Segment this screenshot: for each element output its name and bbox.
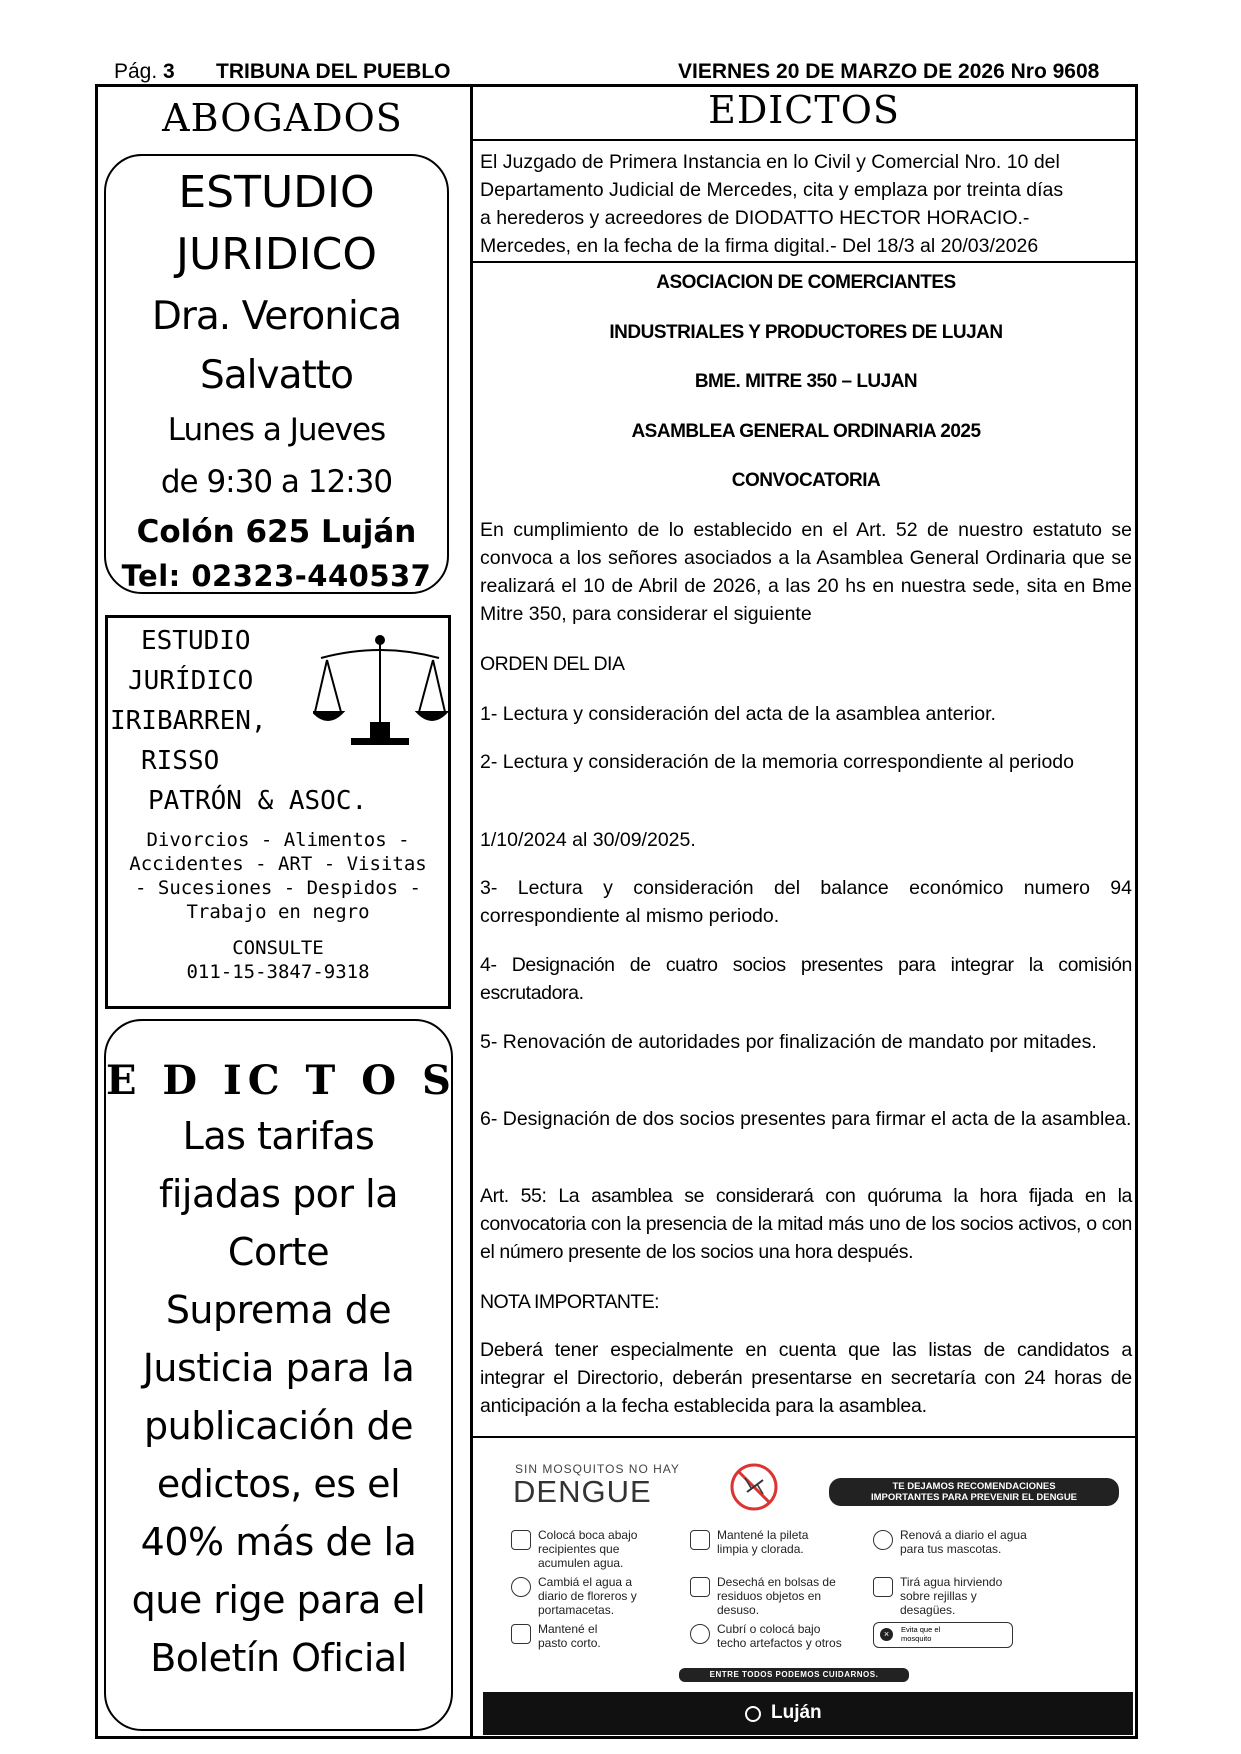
edictos-title: EDICTOS bbox=[708, 88, 900, 132]
rule bbox=[473, 139, 1138, 141]
dengue-kicker: SIN MOSQUITOS NO HAY bbox=[515, 1462, 680, 1476]
edicto-line: Mercedes, en la fecha de la firma digital.- Del 18/3 al 20/03/2026 bbox=[480, 235, 1039, 257]
edicto-diodatto bbox=[480, 148, 1132, 260]
nota-text: Deberá tener especialmente en cuenta que las listas de candidatos a integrar el Directorio, deberán presentarse en secretaría con 24 horas de anticipación a la fecha establecida para la asamblea. bbox=[480, 1339, 1132, 1417]
asoc-heading: ASOCIACION DE COMERCIANTES bbox=[656, 272, 956, 293]
ad3-line: fijadas por la bbox=[159, 1172, 398, 1216]
asoc-heading: INDUSTRIALES Y PRODUCTORES DE LUJAN bbox=[609, 322, 1003, 343]
ad3-line: Las tarifas bbox=[182, 1114, 375, 1158]
lawnmower-icon bbox=[511, 1624, 531, 1644]
tire-icon bbox=[690, 1624, 710, 1644]
dengue-tip: Mantené el pasto corto. bbox=[538, 1622, 601, 1650]
service-line: Divorcios - Alimentos - bbox=[146, 829, 410, 851]
lujan-logo-icon bbox=[745, 1706, 761, 1722]
ad1-line: Dra. Veronica bbox=[151, 294, 402, 339]
dengue-tip: Renová a diario el agua para tus mascotas. bbox=[900, 1528, 1027, 1556]
no-mosquito-icon bbox=[729, 1462, 779, 1512]
faucet-icon bbox=[873, 1577, 893, 1597]
ad3-line: Corte bbox=[227, 1230, 330, 1274]
service-line: Trabajo en negro bbox=[186, 901, 370, 923]
trash-bag-icon bbox=[690, 1577, 710, 1597]
orden-item-1: 1- Lectura y consideración del acta de la asamblea anterior. bbox=[480, 703, 996, 725]
dengue-tip: Tirá agua hirviendo sobre rejillas y desagües. bbox=[900, 1575, 1003, 1617]
ad2-line: ESTUDIO bbox=[141, 626, 251, 656]
rule bbox=[473, 261, 1138, 263]
column-divider bbox=[470, 84, 473, 1739]
ad2-line: IRIBARREN, bbox=[110, 706, 267, 736]
mosquito-warning-box bbox=[873, 1622, 1013, 1648]
ad3-line: que rige para el bbox=[131, 1578, 426, 1622]
dengue-ad bbox=[483, 1452, 1133, 1735]
dengue-tip: Evita que el mosquito bbox=[901, 1625, 941, 1643]
abogados-title: ABOGADOS bbox=[162, 96, 403, 140]
bucket-icon bbox=[511, 1530, 531, 1550]
issue-date: VIERNES 20 DE MARZO DE 2026 Nro 9608 bbox=[678, 60, 1100, 83]
dengue-brand-bar bbox=[483, 1692, 1133, 1735]
ad3-line: publicación de bbox=[144, 1404, 413, 1448]
service-line: - Sucesiones - Despidos - bbox=[135, 877, 421, 899]
ad1-line: Lunes a Jueves bbox=[167, 412, 386, 448]
orden-item-4: 4- Designación de cuatro socios presentes para integrar la comisión escrutadora. bbox=[480, 954, 1132, 1004]
orden-label: ORDEN DEL DIA bbox=[480, 653, 625, 675]
dengue-tip: Desechá en bolsas de residuos objetos en desuso. bbox=[717, 1575, 836, 1617]
asoc-heading: ASAMBLEA GENERAL ORDINARIA 2025 bbox=[631, 421, 981, 442]
ad2-line: RISSO bbox=[141, 746, 220, 776]
rule bbox=[473, 1436, 1138, 1438]
edicto-line: El Juzgado de Primera Instancia en lo Civil y Comercial Nro. 10 del bbox=[480, 151, 1060, 173]
ad2-line: PATRÓN & ASOC. bbox=[148, 786, 368, 816]
ad1-line: de 9:30 a 12:30 bbox=[160, 464, 393, 500]
pet-bowl-icon bbox=[873, 1530, 893, 1550]
art-55: Art. 55: La asamblea se considerará con quóruma la hora fijada en la convocatoria con la presencia de la mitad más uno de los socios activos, o con el número presente de los socios una hora después. bbox=[480, 1185, 1132, 1263]
pool-icon bbox=[690, 1530, 710, 1550]
edictos-ad-title: E D IC T O S bbox=[106, 1057, 457, 1104]
dengue-tip: Colocá boca abajo recipientes que acumulen agua. bbox=[538, 1528, 638, 1570]
ad1-line: Colón 625 Luján bbox=[136, 514, 417, 550]
ad2-line: JURÍDICO bbox=[128, 666, 254, 696]
scales-of-justice-icon bbox=[313, 630, 448, 755]
ad2-services bbox=[108, 828, 448, 984]
edicto-line: Departamento Judicial de Mercedes, cita y emplaza por treinta días bbox=[480, 179, 1064, 201]
ad3-line: Boletín Oficial bbox=[150, 1636, 407, 1680]
asoc-intro: En cumplimiento de lo establecido en el Art. 52 de nuestro estatuto se convoca a los señores asociados a la Asamblea General Ordinaria que se realizará el 10 de Abril de 2026, a las 20 hs en nuestra sede, sita en Bme Mitre 350, para considerar el siguiente bbox=[480, 519, 1132, 625]
nota-label: NOTA IMPORTANTE: bbox=[480, 1291, 659, 1313]
ad3-line: Suprema de bbox=[165, 1288, 392, 1332]
newspaper-name: TRIBUNA DEL PUEBLO bbox=[216, 60, 451, 83]
orden-item-6: 6- Designación de dos socios presentes para firmar el acta de la asamblea. bbox=[480, 1108, 1132, 1130]
consult-label: CONSULTE bbox=[232, 937, 324, 959]
ad-edictos-tarifas bbox=[104, 1019, 457, 1731]
ad3-line: 40% más de la bbox=[140, 1520, 417, 1564]
lujan-brand: Luján bbox=[771, 1702, 822, 1723]
ad1-line: Salvatto bbox=[200, 353, 353, 398]
dengue-banner: TE DEJAMOS RECOMENDACIONES IMPORTANTES PARA PREVENIR EL DENGUE bbox=[829, 1478, 1119, 1506]
page-number: 3 bbox=[163, 60, 175, 83]
orden-period: 1/10/2024 al 30/09/2025. bbox=[480, 829, 696, 851]
dengue-footer-strip: ENTRE TODOS PODEMOS CUIDARNOS. bbox=[679, 1668, 909, 1682]
dengue-tip: Cambiá el agua a diario de floreros y portamacetas. bbox=[538, 1575, 637, 1617]
close-icon: × bbox=[880, 1628, 893, 1641]
asoc-heading: BME. MITRE 350 – LUJAN bbox=[694, 371, 918, 392]
orden-item-5: 5- Renovación de autoridades por finalización de mandato por mitades. bbox=[480, 1031, 1097, 1053]
ad3-line: edictos, es el bbox=[156, 1462, 401, 1506]
ad1-line: JURIDICO bbox=[176, 229, 377, 280]
ad2-phone: 011-15-3847-9318 bbox=[186, 961, 370, 983]
ad-estudio-salvatto bbox=[104, 154, 449, 594]
dengue-title: DENGUE bbox=[513, 1474, 652, 1509]
flower-pot-icon bbox=[511, 1577, 531, 1597]
ad1-phone: Tel: 02323-440537 bbox=[121, 559, 432, 593]
edicto-line: a herederos y acreedores de DIODATTO HECTOR HORACIO.- bbox=[480, 207, 1030, 229]
dengue-tip: Mantené la pileta limpia y clorada. bbox=[717, 1528, 809, 1556]
service-line: Accidentes - ART - Visitas bbox=[129, 853, 427, 875]
page-label: Pág. 3 bbox=[114, 60, 175, 83]
ad1-line: ESTUDIO bbox=[178, 167, 375, 218]
dengue-tip: Cubrí o colocá bajo techo artefactos y otros bbox=[717, 1622, 842, 1650]
ad3-line: Justicia para la bbox=[142, 1346, 415, 1390]
orden-item-2: 2- Lectura y consideración de la memoria correspondiente al periodo bbox=[480, 751, 1074, 773]
asoc-heading: CONVOCATORIA bbox=[731, 470, 881, 491]
ad-estudio-iribarren bbox=[105, 615, 451, 1009]
orden-item-3: 3- Lectura y consideración del balance económico numero 94 correspondiente al mismo periodo. bbox=[480, 877, 1132, 927]
